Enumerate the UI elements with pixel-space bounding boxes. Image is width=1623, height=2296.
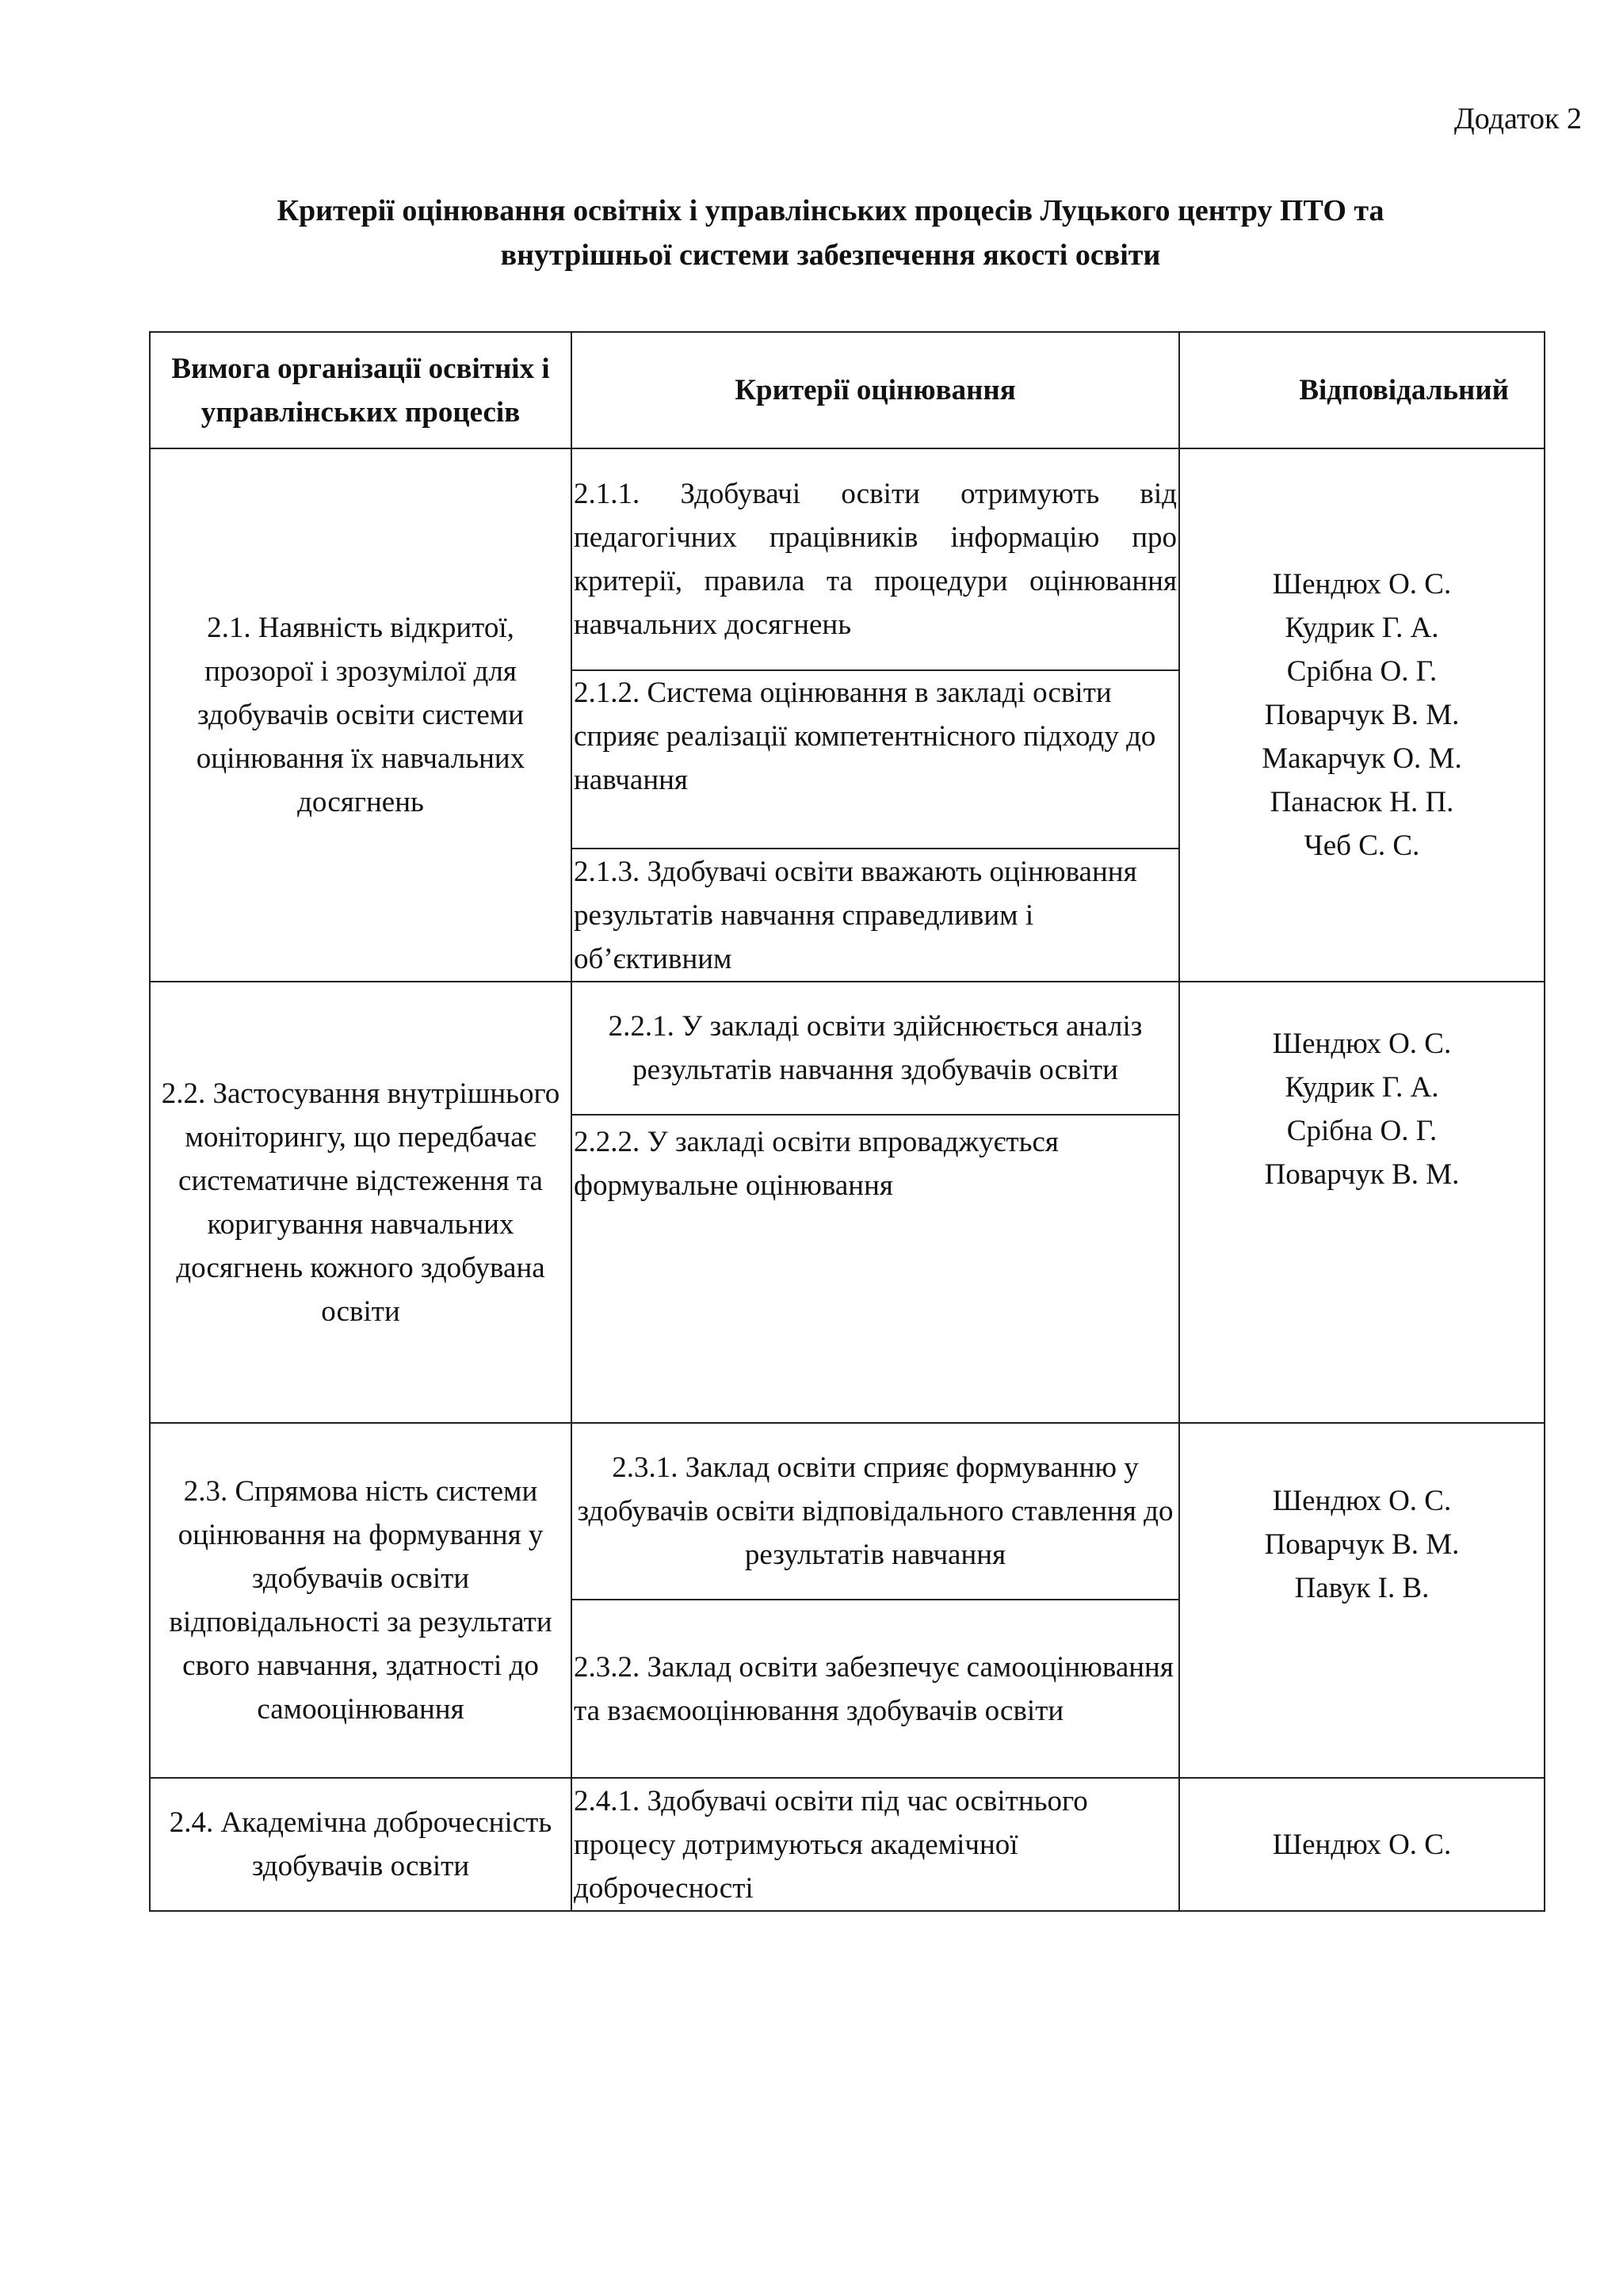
- responsible-name: Кудрик Г. А.: [1285, 612, 1439, 644]
- criteria-cell: 2.2.2. У закладі освіти впроваджується формувальне оцінювання: [571, 1115, 1179, 1423]
- criteria-cell: 2.3.2. Заклад освіти забезпечує самооцінювання та взаємооцінювання здобувачів освіти: [571, 1600, 1179, 1778]
- responsible-name: Срібна О. Г.: [1286, 1115, 1438, 1147]
- table-row: [150, 1423, 1545, 1600]
- requirement-cell: 2.3. Спрямова ність системи оцінювання на формування у здобувачів освіти відповідальності за результати свого навчання, здатності до самооцінювання: [150, 1423, 571, 1778]
- responsible-name: Макарчук О. М.: [1262, 742, 1462, 775]
- responsible-name: Поварчук В. М.: [1264, 699, 1460, 731]
- criteria-cell: 2.4.1. Здобувачі освіти під час освітнього процесу дотримуються академічної доброчесності: [571, 1778, 1179, 1911]
- header-requirement: Вимога організації освітніх і управлінських процесів: [150, 332, 571, 448]
- criteria-table: [149, 331, 1545, 1912]
- responsible-cell: [1179, 448, 1545, 982]
- responsible-name: Шендюх О. С.: [1272, 1485, 1452, 1517]
- title-line-2: внутрішньої системи забезпечення якості освіти: [500, 238, 1161, 272]
- responsible-name: Шендюх О. С.: [1272, 568, 1452, 601]
- criteria-cell: 2.3.1. Заклад освіти сприяє формуванню у здобувачів освіти відповідального ставлення до результатів навчання: [571, 1423, 1179, 1600]
- responsible-cell: [1179, 1423, 1545, 1778]
- table-header-row: [150, 332, 1545, 448]
- header-responsible: Відповідальний: [1179, 332, 1545, 448]
- table-row: [150, 982, 1545, 1115]
- requirement-cell: 2.1. Наявність відкритої, прозорої і зрозумілої для здобувачів освіти системи оцінювання їх навчальних досягнень: [150, 448, 571, 982]
- table-row: [150, 1778, 1545, 1911]
- criteria-cell: 2.1.3. Здобувачі освіти вважають оцінювання результатів навчання справедливим і об’єктивним: [571, 849, 1179, 982]
- title-line-1: Критерії оцінювання освітніх і управлінських процесів Луцького центру ПТО та: [277, 194, 1384, 227]
- criteria-cell: 2.1.2. Система оцінювання в закладі освіти сприяє реалізації компетентнісного підходу до навчання: [571, 670, 1179, 849]
- criteria-cell: 2.2.1. У закладі освіти здійснюється аналіз результатів навчання здобувачів освіти: [571, 982, 1179, 1115]
- responsible-name: Поварчук В. М.: [1264, 1528, 1460, 1561]
- requirement-cell: 2.2. Застосування внутрішнього моніторингу, що передбачає систематичне відстеження та коригування навчальних досягнень кожного здобувана освіти: [150, 982, 571, 1423]
- responsible-cell: [1179, 982, 1545, 1423]
- appendix-label: Додаток 2: [1453, 102, 1582, 135]
- responsible-name: Чеб С. С.: [1304, 830, 1420, 862]
- responsible-name: Поварчук В. М.: [1264, 1158, 1460, 1191]
- requirement-cell: 2.4. Академічна доброчесність здобувачів освіти: [150, 1778, 571, 1911]
- responsible-name: Шендюх О. С.: [1272, 1828, 1452, 1861]
- responsible-name: Панасюк Н. П.: [1270, 786, 1454, 818]
- responsible-cell: [1179, 1778, 1545, 1911]
- header-criteria: Критерії оцінювання: [571, 332, 1179, 448]
- responsible-name: Кудрик Г. А.: [1285, 1071, 1439, 1104]
- responsible-name: Срібна О. Г.: [1286, 655, 1438, 688]
- document-title: [149, 189, 1512, 277]
- criteria-cell: 2.1.1. Здобувачі освіти отримують від педагогічних працівників інформацію про критерії, правила та процедури оцінювання навчальних досягнень: [571, 448, 1179, 670]
- responsible-name: Шендюх О. С.: [1272, 1028, 1452, 1060]
- responsible-name: Павук І. В.: [1294, 1572, 1430, 1604]
- table-row: [150, 448, 1545, 670]
